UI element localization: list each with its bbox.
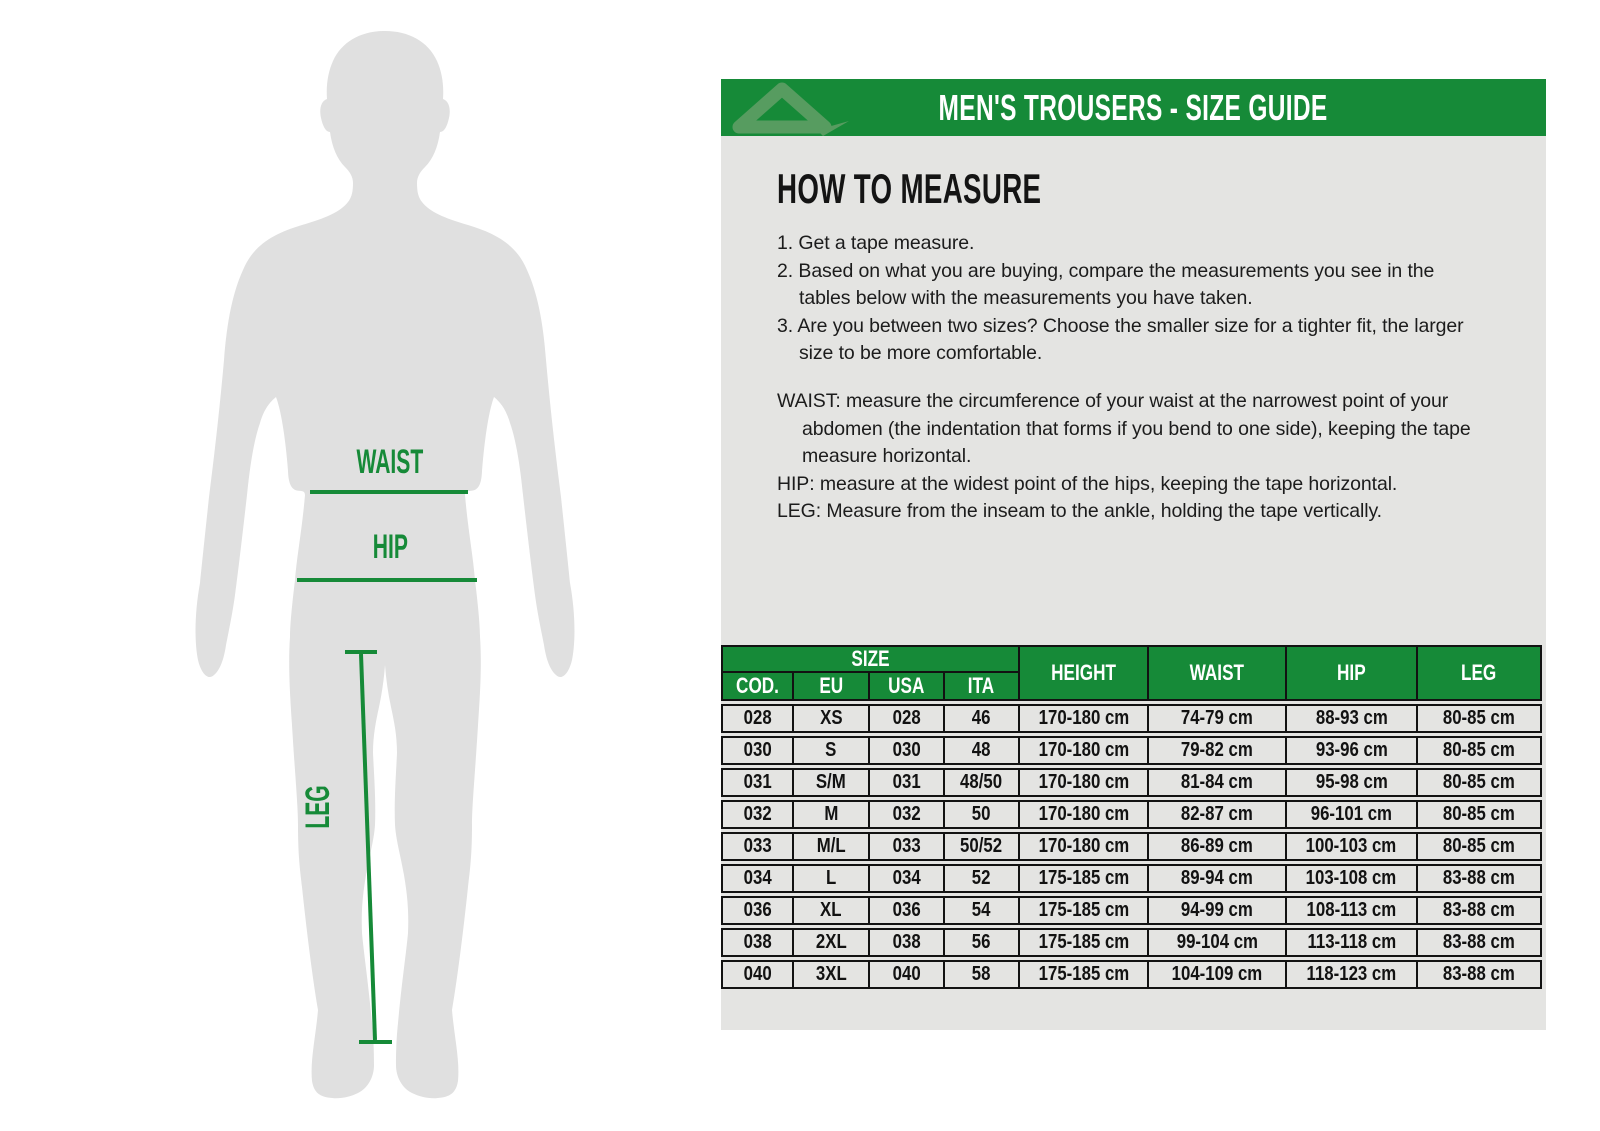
table-cell: 030	[868, 738, 944, 763]
table-row	[721, 960, 1542, 989]
table-cell: 170-180 cm	[1018, 834, 1148, 859]
table-cell: 3XL	[792, 962, 867, 987]
table-cell: 028	[743, 707, 772, 729]
table-cell: 103-108 cm	[1285, 866, 1417, 891]
table-row	[721, 832, 1542, 861]
table-row	[721, 864, 1542, 893]
table-cell: 94-99 cm	[1147, 898, 1284, 923]
definition-item	[777, 388, 1489, 471]
table-cell: 2XL	[792, 930, 867, 955]
definition-term: LEG:	[777, 500, 822, 522]
step-number: 1.	[777, 232, 794, 254]
waist-measure-line	[310, 490, 468, 494]
table-cell: 108-113 cm	[1285, 898, 1417, 923]
table-cell: XL	[792, 898, 867, 923]
table-cell: 170-180 cm	[1018, 770, 1148, 795]
table-cell: 175-185 cm	[1018, 898, 1148, 923]
size-table	[721, 645, 1542, 989]
table-cell: 175-185 cm	[1018, 962, 1148, 987]
header-hip: HIP	[1285, 647, 1417, 699]
definition-text: Measure from the inseam to the ankle, holding the tape vertically.	[826, 500, 1382, 522]
table-cell: M/L	[792, 834, 867, 859]
step-number: 2.	[777, 259, 794, 282]
table-cell: 032	[868, 802, 944, 827]
table-cell: 036	[743, 899, 772, 921]
table-cell: M	[792, 802, 867, 827]
leg-label: LEG	[299, 785, 337, 829]
table-row	[721, 736, 1542, 765]
table-cell: 80-85 cm	[1416, 706, 1540, 731]
table-body	[721, 704, 1542, 989]
table-cell: 040	[868, 962, 944, 987]
table-cell: 79-82 cm	[1147, 738, 1284, 763]
table-cell: 80-85 cm	[1416, 834, 1540, 859]
table-cell: 74-79 cm	[1147, 706, 1284, 731]
table-cell: 99-104 cm	[1147, 930, 1284, 955]
table-cell: 033	[743, 835, 772, 857]
measure-steps	[777, 230, 1477, 368]
panel-header-band	[721, 79, 1546, 136]
size-guide-panel	[721, 79, 1546, 1030]
hip-measure-line	[297, 578, 477, 582]
table-cell: 95-98 cm	[1285, 770, 1417, 795]
step-item	[777, 258, 1477, 313]
table-cell: 80-85 cm	[1416, 802, 1540, 827]
table-cell: 104-109 cm	[1147, 962, 1284, 987]
table-cell: 83-88 cm	[1416, 898, 1540, 923]
table-row	[721, 768, 1542, 797]
table-cell: 54	[943, 898, 1017, 923]
table-cell: 50/52	[943, 834, 1017, 859]
step-text: Are you between two sizes? Choose the smaller size for a tighter fit, the larger size to be more comfortable.	[797, 314, 1464, 364]
table-row	[721, 704, 1542, 733]
table-cell: 58	[943, 962, 1017, 987]
how-to-measure-heading: HOW TO MEASURE	[777, 165, 1042, 212]
table-row	[721, 800, 1542, 829]
header-leg: LEG	[1416, 647, 1540, 699]
table-cell: S/M	[792, 770, 867, 795]
step-item	[777, 230, 1477, 258]
table-cell: 033	[868, 834, 944, 859]
definition-text: measure at the widest point of the hips, keeping the tape horizontal.	[819, 472, 1398, 495]
hip-label: HIP	[372, 528, 408, 566]
table-cell: 100-103 cm	[1285, 834, 1417, 859]
table-cell: 86-89 cm	[1147, 834, 1284, 859]
definition-text: measure the circumference of your waist at the narrowest point of your abdomen (the indentation that forms if you bend to one side), keeping the tape measure horizontal.	[802, 390, 1471, 467]
panel-body	[721, 136, 1546, 1030]
table-cell: 80-85 cm	[1416, 770, 1540, 795]
header-size-group: SIZE	[723, 647, 1018, 673]
table-cell: 50	[943, 802, 1017, 827]
table-cell: 028	[868, 706, 944, 731]
table-cell: 170-180 cm	[1018, 802, 1148, 827]
table-cell: 56	[943, 930, 1017, 955]
table-cell: XS	[792, 706, 867, 731]
table-row	[721, 896, 1542, 925]
table-cell: L	[792, 866, 867, 891]
step-number: 3.	[777, 314, 794, 337]
table-cell: 170-180 cm	[1018, 738, 1148, 763]
table-cell: 46	[943, 706, 1017, 731]
header-waist: WAIST	[1147, 647, 1284, 699]
step-text: Based on what you are buying, compare the measurements you see in the tables below with the measurements you have taken.	[798, 259, 1435, 309]
panel-title: MEN'S TROUSERS - SIZE GUIDE	[938, 86, 1329, 128]
table-cell: 036	[868, 898, 944, 923]
table-cell: 118-123 cm	[1285, 962, 1417, 987]
step-item	[777, 313, 1477, 368]
definition-item	[777, 498, 1489, 526]
table-cell: 83-88 cm	[1416, 930, 1540, 955]
table-cell: 175-185 cm	[1018, 866, 1148, 891]
table-cell: 48/50	[943, 770, 1017, 795]
definition-term: WAIST:	[777, 390, 841, 412]
table-cell: 032	[743, 803, 772, 825]
measurement-figure	[140, 25, 635, 1105]
table-cell: 52	[943, 866, 1017, 891]
table-cell: 031	[743, 771, 772, 793]
table-cell: 113-118 cm	[1285, 930, 1417, 955]
table-cell: 88-93 cm	[1285, 706, 1417, 731]
table-cell: 83-88 cm	[1416, 866, 1540, 891]
table-cell: 038	[868, 930, 944, 955]
table-cell: 030	[743, 739, 772, 761]
table-cell: 82-87 cm	[1147, 802, 1284, 827]
header-height: HEIGHT	[1018, 647, 1148, 699]
table-cell: 81-84 cm	[1147, 770, 1284, 795]
table-cell: S	[792, 738, 867, 763]
header-ita: ITA	[943, 673, 1017, 699]
table-cell: 80-85 cm	[1416, 738, 1540, 763]
table-cell: 93-96 cm	[1285, 738, 1417, 763]
table-cell: 034	[743, 867, 772, 889]
table-cell: 040	[743, 963, 772, 985]
definition-item	[777, 471, 1489, 499]
size-table-header	[721, 645, 1542, 701]
table-cell: 89-94 cm	[1147, 866, 1284, 891]
table-cell: 170-180 cm	[1018, 706, 1148, 731]
table-cell: 48	[943, 738, 1017, 763]
waist-label: WAIST	[356, 443, 424, 481]
table-cell: 175-185 cm	[1018, 930, 1148, 955]
table-cell: 038	[743, 931, 772, 953]
header-eu: EU	[792, 673, 867, 699]
table-cell: 034	[868, 866, 944, 891]
table-cell: 83-88 cm	[1416, 962, 1540, 987]
header-cod: COD.	[736, 673, 780, 698]
measure-definitions	[777, 388, 1489, 526]
step-text: Get a tape measure.	[798, 232, 975, 254]
table-row	[721, 928, 1542, 957]
header-usa: USA	[868, 673, 944, 699]
table-cell: 96-101 cm	[1285, 802, 1417, 827]
definition-term: HIP:	[777, 472, 815, 495]
table-cell: 031	[868, 770, 944, 795]
